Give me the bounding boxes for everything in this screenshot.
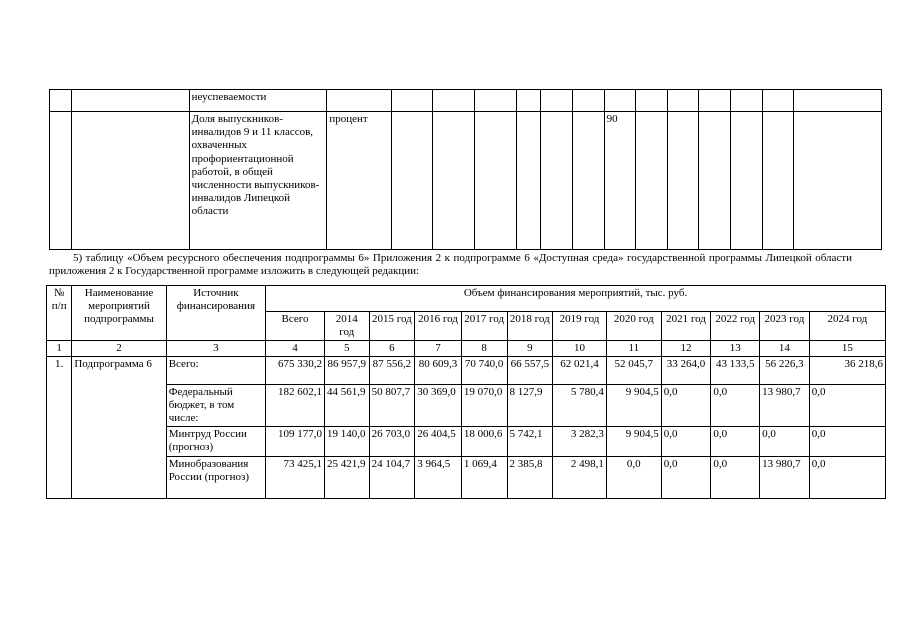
header-row	[47, 286, 886, 312]
year-value: 52 045,7	[606, 357, 661, 385]
indicator-name: Доля выпускников-инвалидов 9 и 11 классов, охваченных профориентационной работой, в общей численности выпускников-инвалидов Липецкой области	[189, 112, 327, 250]
year-value: 0,0	[809, 457, 885, 499]
year-value: 66 557,5	[507, 357, 553, 385]
table-row	[47, 357, 886, 385]
year-value: 0,0	[606, 457, 661, 499]
year-value: 13 980,7	[760, 457, 810, 499]
column-number: 6	[369, 341, 415, 357]
year-value: 3 282,3	[553, 427, 607, 457]
year-value: 3 964,5	[415, 457, 462, 499]
year-value: 56 226,3	[760, 357, 810, 385]
col-header-year: 2018 год	[507, 312, 553, 341]
col-header-total: Всего	[266, 312, 325, 341]
column-number: 9	[507, 341, 553, 357]
funding-source: Федеральный бюджет, в том числе:	[166, 385, 265, 427]
year-value: 25 421,9	[324, 457, 369, 499]
year-value: 24 104,7	[369, 457, 415, 499]
column-number: 5	[324, 341, 369, 357]
col-header-year: 2021 год	[661, 312, 711, 341]
funding-source: Всего:	[166, 357, 265, 385]
year-value: 0,0	[661, 427, 711, 457]
total-value: 675 330,2	[266, 357, 325, 385]
column-number: 4	[266, 341, 325, 357]
year-value: 0,0	[760, 427, 810, 457]
col-header-volume: Объем финансирования мероприятий, тыс. руб.	[266, 286, 886, 312]
year-value: 87 556,2	[369, 357, 415, 385]
col-header-year: 2015 год	[369, 312, 415, 341]
year-value: 43 133,5	[711, 357, 760, 385]
total-value: 109 177,0	[266, 427, 325, 457]
indicator-unit	[327, 90, 391, 112]
year-value: 8 127,9	[507, 385, 553, 427]
indicator-unit: процент	[327, 112, 391, 250]
col-header-year: 2024 год	[809, 312, 885, 341]
row-number: 1.	[47, 357, 72, 499]
year-value: 18 000,6	[461, 427, 507, 457]
column-number: 1	[47, 341, 72, 357]
year-value: 9 904,5	[606, 385, 661, 427]
year-value: 70 740,0	[461, 357, 507, 385]
year-value: 9 904,5	[606, 427, 661, 457]
column-number: 7	[415, 341, 462, 357]
column-number: 15	[809, 341, 885, 357]
year-value: 13 980,7	[760, 385, 810, 427]
col-header-year: 2017 год	[461, 312, 507, 341]
year-value: 0,0	[711, 457, 760, 499]
col-header-name: Наименование мероприятий подпрограммы	[72, 286, 166, 341]
year-value: 86 957,9	[324, 357, 369, 385]
indicator-name: неуспеваемости	[189, 90, 327, 112]
column-number: 12	[661, 341, 711, 357]
year-value: 80 609,3	[415, 357, 462, 385]
year-value: 30 369,0	[415, 385, 462, 427]
year-value: 2 385,8	[507, 457, 553, 499]
year-value: 19 070,0	[461, 385, 507, 427]
year-value: 26 703,0	[369, 427, 415, 457]
col-header-year: 2022 год	[711, 312, 760, 341]
year-value: 26 404,5	[415, 427, 462, 457]
year-value: 0,0	[809, 385, 885, 427]
column-number: 3	[166, 341, 265, 357]
col-header-year: 2014 год	[324, 312, 369, 341]
table-row	[47, 457, 886, 499]
col-header-year: 2019 год	[553, 312, 607, 341]
year-value: 33 264,0	[661, 357, 711, 385]
column-number: 8	[461, 341, 507, 357]
finance-table	[46, 285, 886, 499]
subprogram-name: Подпрограмма 6	[72, 357, 166, 499]
year-value: 5 742,1	[507, 427, 553, 457]
year-value: 0,0	[809, 427, 885, 457]
column-number: 14	[760, 341, 810, 357]
table-row	[50, 90, 882, 112]
column-number: 10	[553, 341, 607, 357]
column-numbers-row	[47, 341, 886, 357]
col-header-source: Источник финансирования	[166, 286, 265, 341]
column-number: 13	[711, 341, 760, 357]
col-header-num: № п/п	[47, 286, 72, 341]
indicators-table	[49, 89, 882, 250]
amendment-paragraph: 5) таблицу «Объем ресурсного обеспечения подпрограммы 6» Приложения 2 к подпрограмме 6 «Доступная среда» государственной программы Липецкой области приложения 2 к Государственной программе изложить в следующей редакции:	[49, 252, 852, 277]
year-value: 62 021,4	[553, 357, 607, 385]
year-value: 50 807,7	[369, 385, 415, 427]
year-value: 0,0	[661, 385, 711, 427]
table-row: Доля выпускников-инвалидов 9 и 11 классов, охваченных профориентационной работой, в общей численности выпускников-инвалидов Липецкой области процент 90	[50, 112, 882, 250]
total-value: 73 425,1	[266, 457, 325, 499]
column-number: 11	[606, 341, 661, 357]
total-value: 182 602,1	[266, 385, 325, 427]
year-value: 1 069,4	[461, 457, 507, 499]
column-number: 2	[72, 341, 166, 357]
year-value: 0,0	[661, 457, 711, 499]
col-header-year: 2016 год	[415, 312, 462, 341]
table-row	[47, 385, 886, 427]
funding-source: Минтруд России (прогноз)	[166, 427, 265, 457]
year-value: 0,0	[711, 427, 760, 457]
year-value: 5 780,4	[553, 385, 607, 427]
year-value: 2 498,1	[553, 457, 607, 499]
year-value: 44 561,9	[324, 385, 369, 427]
year-value: 19 140,0	[324, 427, 369, 457]
col-header-year: 2020 год	[606, 312, 661, 341]
year-value: 0,0	[711, 385, 760, 427]
col-header-year: 2023 год	[760, 312, 810, 341]
table-row	[47, 427, 886, 457]
funding-source: Минобразования России (прогноз)	[166, 457, 265, 499]
year-value: 36 218,6	[809, 357, 885, 385]
